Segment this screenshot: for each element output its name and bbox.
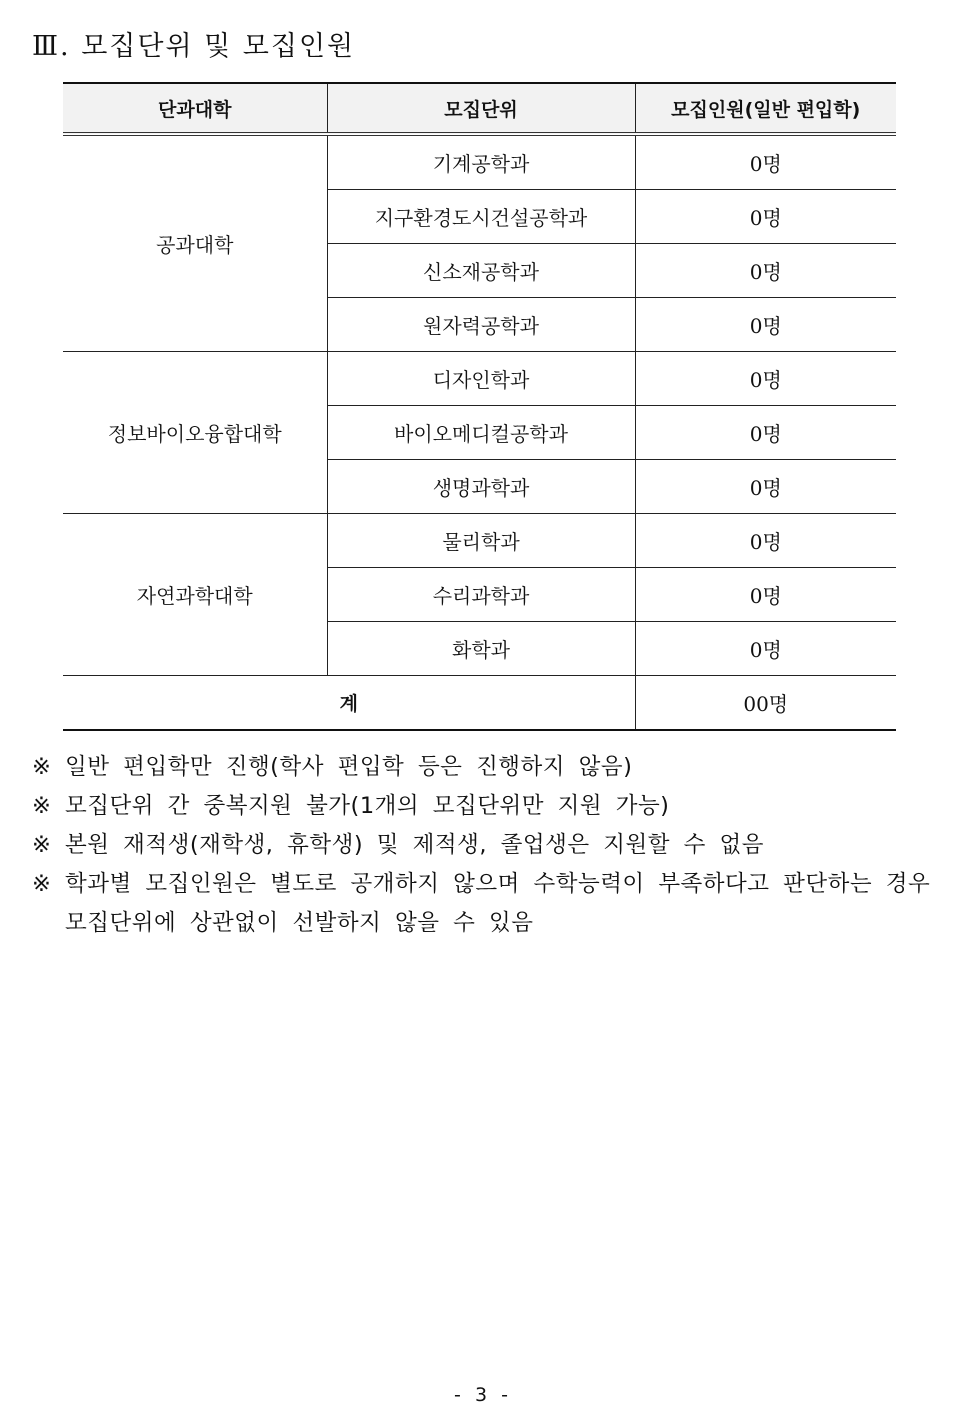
total-row bbox=[63, 676, 896, 731]
unit-cell: 지구환경도시건설공학과 bbox=[327, 190, 635, 244]
total-label: 계 bbox=[63, 676, 635, 731]
unit-cell: 디자인학과 bbox=[327, 352, 635, 406]
header-quota: 모집인원(일반 편입학) bbox=[635, 83, 896, 134]
quota-cell: 0명 bbox=[635, 460, 896, 514]
quota-cell: 0명 bbox=[635, 298, 896, 352]
quota-cell: 0명 bbox=[635, 244, 896, 298]
unit-cell: 수리과학과 bbox=[327, 568, 635, 622]
note-text: 본원 재적생(재학생, 휴학생) 및 제적생, 졸업생은 지원할 수 없음 bbox=[65, 832, 764, 858]
table-header-row bbox=[63, 83, 896, 134]
unit-cell: 기계공학과 bbox=[327, 134, 635, 190]
section-title: Ⅲ. 모집단위 및 모집인원 bbox=[32, 31, 356, 62]
total-value: 00명 bbox=[635, 676, 896, 731]
quota-cell: 0명 bbox=[635, 190, 896, 244]
college-cell: 공과대학 bbox=[63, 134, 327, 352]
reference-mark: ※ bbox=[32, 754, 52, 780]
college-cell: 정보바이오융합대학 bbox=[63, 352, 327, 514]
table-row bbox=[63, 514, 896, 568]
note-item bbox=[32, 826, 942, 865]
notes-list bbox=[32, 748, 942, 943]
note-text: 일반 편입학만 진행(학사 편입학 등은 진행하지 않음) bbox=[65, 754, 633, 780]
unit-cell: 원자력공학과 bbox=[327, 298, 635, 352]
reference-mark: ※ bbox=[32, 832, 52, 858]
quota-cell: 0명 bbox=[635, 134, 896, 190]
unit-cell: 물리학과 bbox=[327, 514, 635, 568]
note-item bbox=[32, 787, 942, 826]
quota-cell: 0명 bbox=[635, 352, 896, 406]
table-row bbox=[63, 352, 896, 406]
table-row bbox=[63, 134, 896, 190]
recruitment-table bbox=[63, 82, 896, 731]
note-item bbox=[32, 865, 942, 943]
reference-mark: ※ bbox=[32, 871, 52, 897]
unit-cell: 화학과 bbox=[327, 622, 635, 676]
quota-cell: 0명 bbox=[635, 568, 896, 622]
note-text: 모집단위 간 중복지원 불가(1개의 모집단위만 지원 가능) bbox=[65, 793, 670, 819]
unit-cell: 생명과학과 bbox=[327, 460, 635, 514]
unit-cell: 신소재공학과 bbox=[327, 244, 635, 298]
header-unit: 모집단위 bbox=[327, 83, 635, 134]
reference-mark: ※ bbox=[32, 793, 52, 819]
college-cell: 자연과학대학 bbox=[63, 514, 327, 676]
note-item bbox=[32, 748, 942, 787]
header-college: 단과대학 bbox=[63, 83, 327, 134]
quota-cell: 0명 bbox=[635, 406, 896, 460]
quota-cell: 0명 bbox=[635, 514, 896, 568]
note-text: 학과별 모집인원은 별도로 공개하지 않으며 수학능력이 부족하다고 판단하는 경우 모집단위에 상관없이 선발하지 않을 수 있음 bbox=[65, 871, 931, 936]
quota-cell: 0명 bbox=[635, 622, 896, 676]
page-number: - 3 - bbox=[454, 1384, 512, 1406]
unit-cell: 바이오메디컬공학과 bbox=[327, 406, 635, 460]
